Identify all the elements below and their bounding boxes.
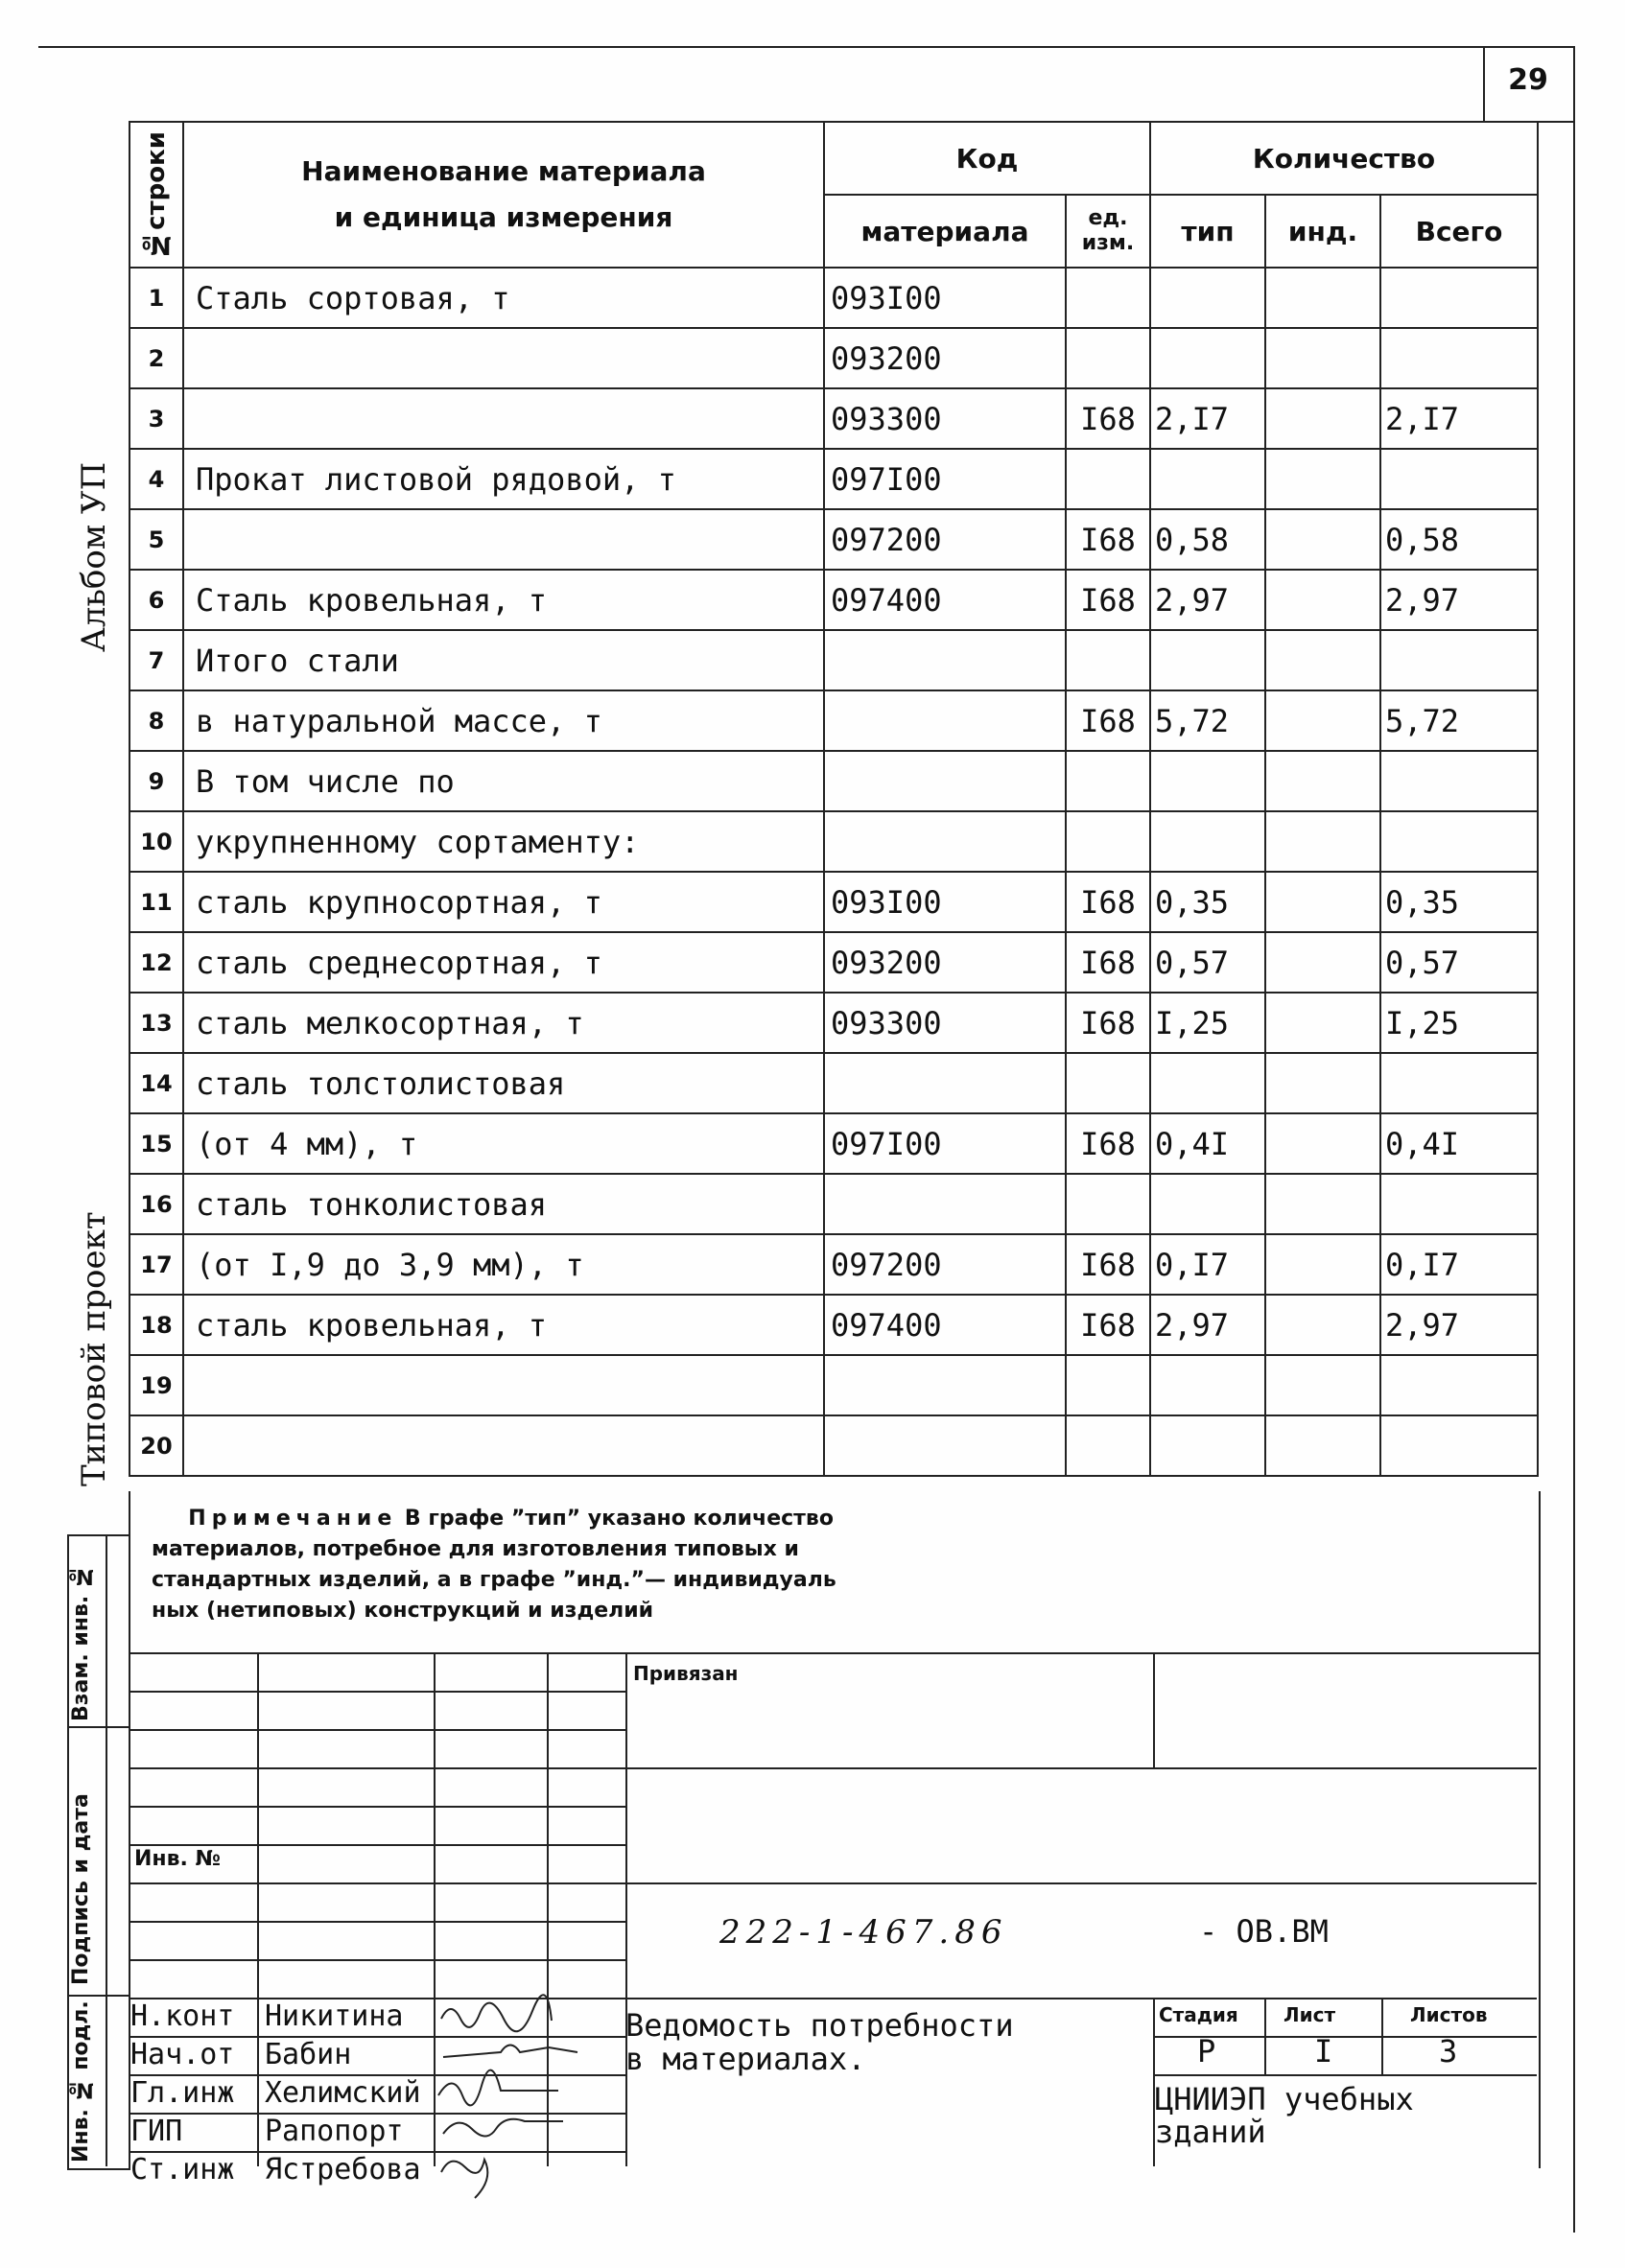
row-code: 097I00: [824, 449, 1066, 509]
table-row: [130, 1415, 1538, 1476]
row-total: 2,I7: [1380, 388, 1538, 449]
row-type: [1150, 751, 1265, 811]
note-line-1: [152, 1504, 1015, 1534]
header-qty-type: тип: [1150, 195, 1265, 268]
row-name: сталь мелкосортная, т: [183, 993, 824, 1053]
table-row: [130, 751, 1538, 811]
table-row: [130, 570, 1538, 630]
row-ind: [1265, 1174, 1380, 1234]
row-unit: I68: [1066, 570, 1150, 630]
table-row: [130, 1053, 1538, 1113]
person-role: ГИП: [130, 2115, 183, 2148]
row-total: 0,I7: [1380, 1234, 1538, 1295]
row-total: 2,97: [1380, 1295, 1538, 1355]
person-name: Рапопорт: [265, 2115, 404, 2148]
row-name: укрупненному сортаменту:: [183, 811, 824, 872]
row-unit: [1066, 328, 1150, 388]
row-code: 097200: [824, 1234, 1066, 1295]
row-code: 093200: [824, 328, 1066, 388]
row-type: I,25: [1150, 993, 1265, 1053]
note-line-2: материалов, потребное для изготовления типовых и: [152, 1537, 799, 1561]
row-name: Прокат листовой рядовой, т: [183, 449, 824, 509]
left-stamp-divider: [106, 1534, 107, 2166]
row-type: [1150, 449, 1265, 509]
stage-label: Стадия: [1159, 2003, 1238, 2026]
row-number: 17: [130, 1234, 183, 1295]
table-row: [130, 993, 1538, 1053]
row-type: [1150, 268, 1265, 328]
page-number: 29: [1508, 63, 1548, 97]
row-code: 093300: [824, 388, 1066, 449]
row-ind: [1265, 1295, 1380, 1355]
row-total: [1380, 1174, 1538, 1234]
row-ind: [1265, 751, 1380, 811]
person-role: Ст.инж: [130, 2153, 235, 2186]
row-total: [1380, 811, 1538, 872]
row-number: 20: [130, 1415, 183, 1476]
tb-line: [1153, 2074, 1537, 2076]
row-total: I,25: [1380, 993, 1538, 1053]
row-name: сталь толстолистовая: [183, 1053, 824, 1113]
header-row-number: [130, 122, 183, 268]
doc-title-line-2: в материалах.: [625, 2041, 866, 2077]
row-name: Итого стали: [183, 630, 824, 690]
row-ind: [1265, 509, 1380, 570]
row-type: 0,57: [1150, 932, 1265, 993]
row-unit: I68: [1066, 509, 1150, 570]
row-code: 097400: [824, 1295, 1066, 1355]
row-code: 097200: [824, 509, 1066, 570]
row-type: 5,72: [1150, 690, 1265, 751]
row-total: 0,4I: [1380, 1113, 1538, 1174]
podpis-data-label: Подпись и дата: [69, 1793, 93, 1985]
row-number: 15: [130, 1113, 183, 1174]
row-name: [183, 1415, 824, 1476]
row-unit: I68: [1066, 932, 1150, 993]
privyazan-label: Привязан: [633, 1662, 739, 1685]
row-code: 093I00: [824, 872, 1066, 932]
row-ind: [1265, 268, 1380, 328]
row-name: Сталь кровельная, т: [183, 570, 824, 630]
row-number: 6: [130, 570, 183, 630]
row-name: сталь тонколистовая: [183, 1174, 824, 1234]
tb-line: [129, 1844, 625, 1846]
header-quantity: Количество: [1150, 122, 1538, 195]
top-border-line: [38, 46, 1573, 48]
row-total: [1380, 630, 1538, 690]
row-unit: I68: [1066, 1295, 1150, 1355]
row-code: [824, 1355, 1066, 1415]
tb-line: [129, 1959, 625, 1961]
table-row: [130, 1113, 1538, 1174]
table-row: [130, 811, 1538, 872]
tb-line: [129, 1806, 625, 1808]
note-line-3: стандартных изделий, а в графе ”инд.”— индивидуаль: [152, 1568, 836, 1592]
row-name: в натуральной массе, т: [183, 690, 824, 751]
row-number: 10: [130, 811, 183, 872]
row-number: 5: [130, 509, 183, 570]
row-total: [1380, 268, 1538, 328]
tb-line: [129, 1691, 625, 1693]
header-material-name: Наименование материала и единица измерения: [183, 122, 824, 268]
doc-title-line-1: Ведомость потребности: [625, 2007, 1014, 2044]
tb-line: [1153, 1652, 1155, 1767]
tb-line: [625, 1767, 1537, 1769]
row-name: В том числе по: [183, 751, 824, 811]
table-row: [130, 509, 1538, 570]
row-ind: [1265, 690, 1380, 751]
person-role: Н.конт: [130, 1999, 235, 2033]
row-ind: [1265, 1415, 1380, 1476]
side-label-project: Типовой проект: [75, 1211, 113, 1486]
row-code: 093I00: [824, 268, 1066, 328]
row-unit: [1066, 268, 1150, 328]
org-line-2: зданий: [1155, 2114, 1266, 2150]
row-unit: I68: [1066, 1113, 1150, 1174]
signature-2: [443, 2046, 577, 2058]
row-type: [1150, 630, 1265, 690]
row-total: [1380, 328, 1538, 388]
row-ind: [1265, 570, 1380, 630]
sheet-value: I: [1314, 2033, 1333, 2069]
row-code: [824, 630, 1066, 690]
table-row: [130, 449, 1538, 509]
row-name: сталь кровельная, т: [183, 1295, 824, 1355]
row-total: [1380, 449, 1538, 509]
note: [152, 1504, 1015, 1626]
left-stamp-line: [67, 1726, 129, 1728]
row-ind: [1265, 328, 1380, 388]
table-row: [130, 630, 1538, 690]
tb-line: [129, 1921, 625, 1923]
row-unit: [1066, 811, 1150, 872]
row-type: [1150, 1415, 1265, 1476]
vzam-inv-label: Взам. инв. №: [69, 1564, 93, 1721]
row-unit: [1066, 1355, 1150, 1415]
row-ind: [1265, 1355, 1380, 1415]
row-total: [1380, 1355, 1538, 1415]
row-number: 14: [130, 1053, 183, 1113]
row-code: [824, 1053, 1066, 1113]
signatures: [434, 1990, 625, 2220]
row-unit: [1066, 630, 1150, 690]
row-unit: [1066, 1053, 1150, 1113]
header-qty-total: Всего: [1380, 195, 1538, 268]
row-number: 12: [130, 932, 183, 993]
signature-3: [438, 2070, 558, 2106]
row-unit: [1066, 449, 1150, 509]
table-row: [130, 388, 1538, 449]
person-name: Никитина: [265, 1999, 404, 2033]
person-name: Бабин: [265, 2038, 352, 2071]
note-line-4: ных (нетиповых) конструкций и изделий: [152, 1599, 654, 1623]
row-total: [1380, 1415, 1538, 1476]
row-number: 3: [130, 388, 183, 449]
row-ind: [1265, 1234, 1380, 1295]
table-row: [130, 1174, 1538, 1234]
row-ind: [1265, 1113, 1380, 1174]
table-row: [130, 1234, 1538, 1295]
row-ind: [1265, 388, 1380, 449]
row-total: 0,57: [1380, 932, 1538, 993]
row-number: 13: [130, 993, 183, 1053]
row-name: (от I,9 до 3,9 мм), т: [183, 1234, 824, 1295]
header-code-unit: ед. изм.: [1066, 195, 1150, 268]
sheet-label: Лист: [1284, 2003, 1336, 2026]
row-type: 0,I7: [1150, 1234, 1265, 1295]
signature-1: [441, 1995, 552, 2031]
row-ind: [1265, 993, 1380, 1053]
row-code: [824, 1174, 1066, 1234]
sheets-value: 3: [1439, 2033, 1458, 2069]
row-type: [1150, 1355, 1265, 1415]
row-ind: [1265, 630, 1380, 690]
signature-4: [443, 2119, 563, 2137]
row-number: 19: [130, 1355, 183, 1415]
row-number: 7: [130, 630, 183, 690]
tb-line: [625, 1998, 1537, 1999]
signature-5: [441, 2160, 487, 2198]
row-number: 18: [130, 1295, 183, 1355]
header-row-number-label: №строки: [142, 130, 171, 259]
header-code-material: материала: [824, 195, 1066, 268]
tb-line: [625, 1652, 627, 2166]
row-number: 1: [130, 268, 183, 328]
table-row: [130, 690, 1538, 751]
row-total: [1380, 1053, 1538, 1113]
table-row: [130, 1355, 1538, 1415]
person-name: Ястребова: [265, 2153, 421, 2186]
inv-no-podl-label: Инв. № подл.: [69, 2000, 93, 2163]
org-line-1: ЦНИИЭП учебных: [1155, 2081, 1414, 2117]
tb-line: [257, 1652, 259, 2166]
row-name: [183, 1355, 824, 1415]
row-total: [1380, 751, 1538, 811]
table-row: [130, 268, 1538, 328]
row-unit: I68: [1066, 993, 1150, 1053]
row-ind: [1265, 449, 1380, 509]
left-stamp-line: [67, 1995, 129, 1997]
row-number: 9: [130, 751, 183, 811]
row-type: [1150, 811, 1265, 872]
table-row: [130, 872, 1538, 932]
doc-code-suffix: - ОВ.ВМ: [1199, 1913, 1329, 1950]
row-code: 097400: [824, 570, 1066, 630]
row-type: [1150, 328, 1265, 388]
row-type: 2,97: [1150, 570, 1265, 630]
row-unit: I68: [1066, 388, 1150, 449]
person-role: Нач.от: [130, 2038, 235, 2071]
row-ind: [1265, 932, 1380, 993]
row-type: 2,I7: [1150, 388, 1265, 449]
row-code: [824, 811, 1066, 872]
row-unit: [1066, 1415, 1150, 1476]
row-code: [824, 751, 1066, 811]
row-code: [824, 1415, 1066, 1476]
note-title: Примечание: [188, 1507, 398, 1531]
side-label-album: Альбом УП: [75, 461, 113, 652]
row-type: [1150, 1174, 1265, 1234]
row-ind: [1265, 872, 1380, 932]
row-name: Сталь сортовая, т: [183, 268, 824, 328]
row-code: 093300: [824, 993, 1066, 1053]
row-name: [183, 388, 824, 449]
row-name: сталь крупносортная, т: [183, 872, 824, 932]
row-type: 2,97: [1150, 1295, 1265, 1355]
header-code: Код: [824, 122, 1150, 195]
row-total: 0,58: [1380, 509, 1538, 570]
row-unit: I68: [1066, 690, 1150, 751]
stage-value: Р: [1197, 2033, 1216, 2069]
table-row: [130, 1295, 1538, 1355]
tb-line: [129, 1729, 625, 1731]
row-unit: [1066, 751, 1150, 811]
row-number: 4: [130, 449, 183, 509]
person-role: Гл.инж: [130, 2076, 235, 2110]
row-type: 0,35: [1150, 872, 1265, 932]
row-type: [1150, 1053, 1265, 1113]
row-number: 11: [130, 872, 183, 932]
row-unit: I68: [1066, 1234, 1150, 1295]
right-border-line: [1573, 46, 1575, 2233]
row-total: 2,97: [1380, 570, 1538, 630]
doc-code-handwritten: 222-1-467.86: [719, 1913, 1008, 1952]
row-name: [183, 328, 824, 388]
materials-table: [129, 121, 1539, 1477]
row-name: [183, 509, 824, 570]
note-line-1-text: В графе ”тип” указано количество: [397, 1507, 834, 1531]
row-type: 0,4I: [1150, 1113, 1265, 1174]
table-row: [130, 328, 1538, 388]
row-code: [824, 690, 1066, 751]
sheets-label: Листов: [1410, 2003, 1488, 2026]
row-code: 097I00: [824, 1113, 1066, 1174]
tb-line: [625, 1882, 1537, 1884]
inv-no-label: Инв. №: [134, 1847, 222, 1871]
person-name: Хелимский: [265, 2076, 421, 2110]
row-number: 2: [130, 328, 183, 388]
row-code: 093200: [824, 932, 1066, 993]
header-qty-ind: инд.: [1265, 195, 1380, 268]
row-name: сталь среднесортная, т: [183, 932, 824, 993]
row-unit: [1066, 1174, 1150, 1234]
row-ind: [1265, 811, 1380, 872]
row-number: 16: [130, 1174, 183, 1234]
row-total: 0,35: [1380, 872, 1538, 932]
row-number: 8: [130, 690, 183, 751]
row-total: 5,72: [1380, 690, 1538, 751]
tb-line: [129, 1882, 625, 1884]
table-row: [130, 932, 1538, 993]
row-ind: [1265, 1053, 1380, 1113]
tb-line: [129, 1767, 625, 1769]
row-name: (от 4 мм), т: [183, 1113, 824, 1174]
row-unit: I68: [1066, 872, 1150, 932]
row-type: 0,58: [1150, 509, 1265, 570]
